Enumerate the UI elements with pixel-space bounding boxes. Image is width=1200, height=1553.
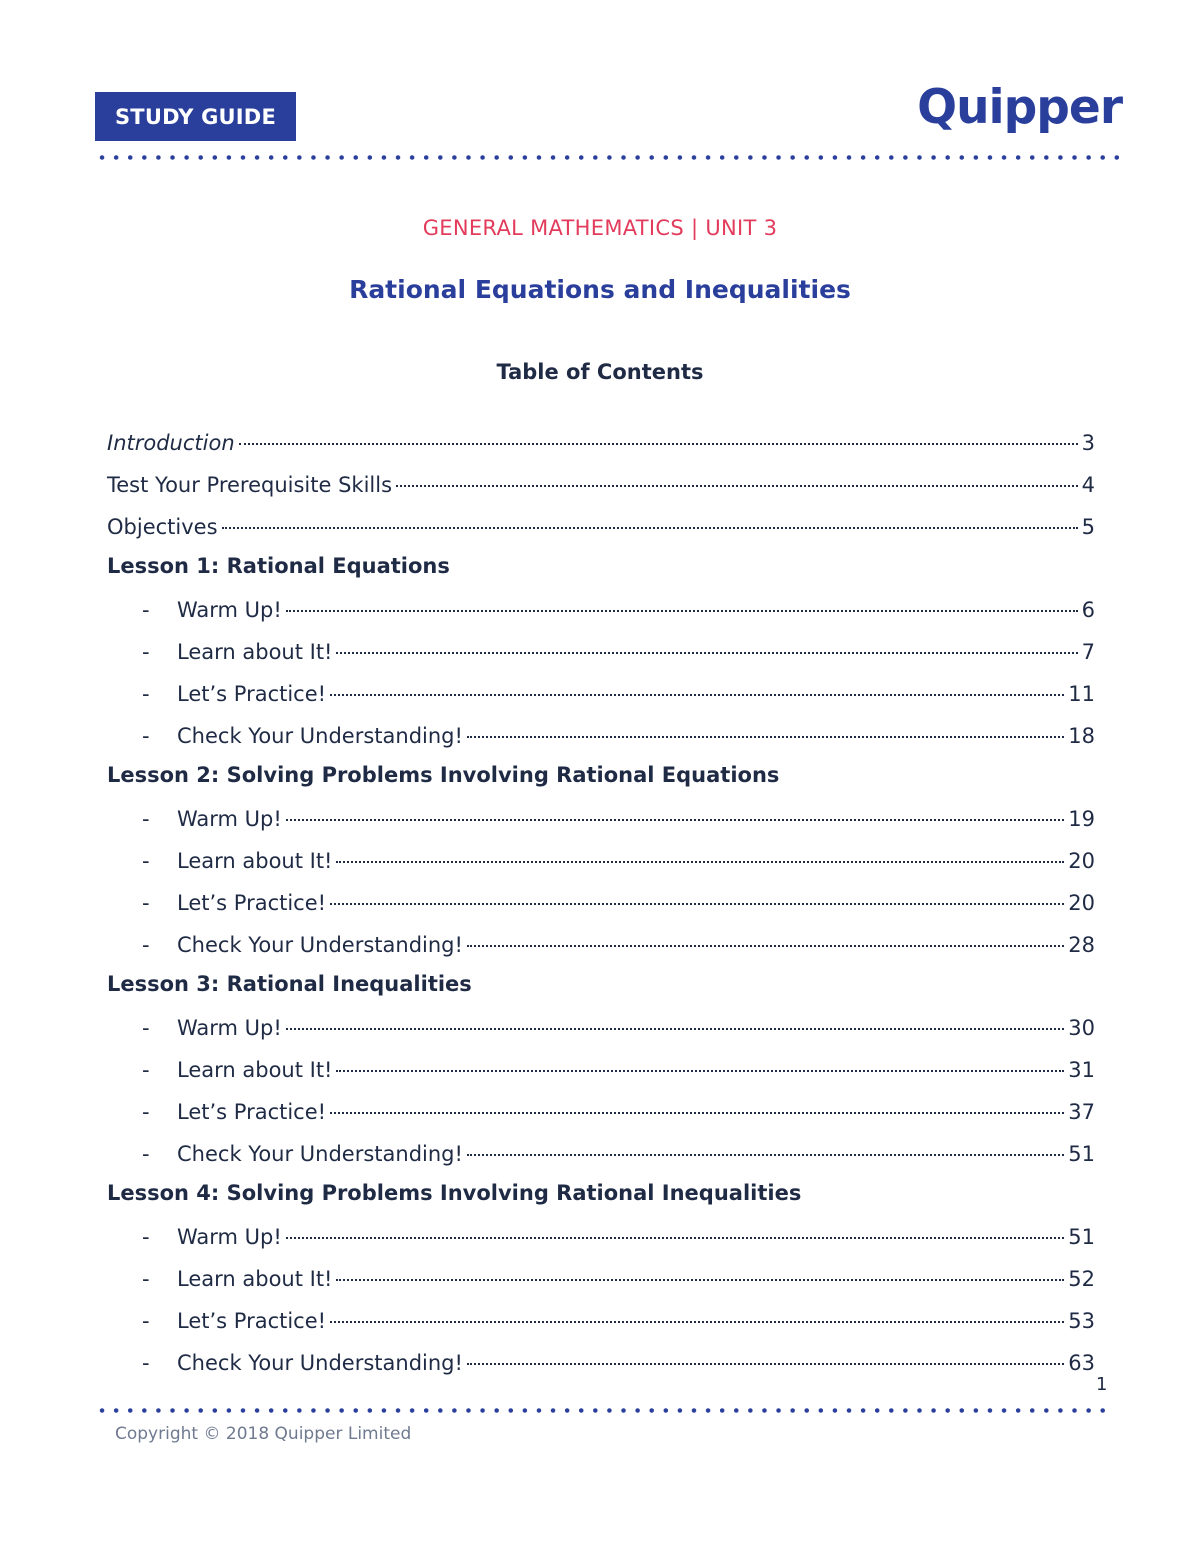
toc-entry-page: 28 (1068, 932, 1095, 957)
dot-leader (467, 1135, 1064, 1156)
page-number: 1 (1096, 1374, 1108, 1395)
toc-entry-lesson-2-warm-up[interactable]: - Warm Up! 19 (107, 805, 1095, 847)
toc-entry-lesson-2-check-understanding[interactable]: - Check Your Understanding! 28 (107, 931, 1095, 973)
dot-leader (239, 424, 1078, 445)
toc-entry-label: Warm Up! (177, 1225, 282, 1250)
study-guide-badge: STUDY GUIDE (95, 92, 296, 141)
toc-entry-lesson-2-lets-practice[interactable]: - Let’s Practice! 20 (107, 889, 1095, 931)
toc-entry-lesson-1-warm-up[interactable]: - Warm Up! 6 (107, 596, 1095, 638)
toc-entry-page: 53 (1068, 1308, 1095, 1333)
toc-entry-lesson-3-lets-practice[interactable]: - Let’s Practice! 37 (107, 1098, 1095, 1140)
toc-lesson-2-heading[interactable] (107, 763, 1095, 805)
toc-entry-lesson-3-learn-about-it[interactable]: - Learn about It! 31 (107, 1056, 1095, 1098)
toc-entry-objectives[interactable] (107, 513, 1095, 555)
toc-entry-page: 7 (1081, 639, 1095, 664)
toc-entry-page: 11 (1068, 681, 1095, 706)
dot-leader (330, 1093, 1064, 1114)
toc-entry-label: Learn about It! (177, 639, 333, 664)
toc-entry-lesson-4-check-understanding[interactable]: - Check Your Understanding! 63 (107, 1349, 1095, 1391)
dot-leader (336, 1260, 1064, 1281)
toc-entry-label: Let’s Practice! (177, 1099, 327, 1124)
toc-entry-label: Learn about It! (177, 1266, 333, 1291)
dot-leader (286, 591, 1078, 612)
lesson-title: Lesson 1: Rational Equations (107, 554, 450, 579)
toc-lesson-4-heading[interactable] (107, 1181, 1095, 1223)
dot-leader (286, 1009, 1064, 1030)
copyright-notice: Copyright © 2018 Quipper Limited (115, 1424, 412, 1444)
toc-entry-page: 51 (1068, 1225, 1095, 1250)
toc-entry-prerequisite-skills[interactable] (107, 471, 1095, 513)
dot-leader (330, 884, 1064, 905)
dot-leader (286, 1218, 1064, 1239)
toc-entry-page: 31 (1068, 1057, 1095, 1082)
toc-entry-label: Warm Up! (177, 1016, 282, 1041)
toc-entry-lesson-2-learn-about-it[interactable]: - Learn about It! 20 (107, 847, 1095, 889)
dot-leader (336, 1051, 1064, 1072)
toc-entry-lesson-1-learn-about-it[interactable]: - Learn about It! 7 (107, 638, 1095, 680)
page-header (0, 0, 1200, 170)
toc-entry-label: Check Your Understanding! (177, 1141, 463, 1166)
toc-entry-page: 20 (1068, 848, 1095, 873)
dot-leader (467, 717, 1064, 738)
toc-entry-lesson-1-lets-practice[interactable]: - Let’s Practice! 11 (107, 680, 1095, 722)
toc-entry-page: 63 (1068, 1350, 1095, 1375)
unit-title: Rational Equations and Inequalities (349, 275, 851, 304)
toc-entry-page: 3 (1081, 431, 1095, 455)
dot-leader (467, 926, 1064, 947)
toc-entry-page: 18 (1068, 723, 1095, 748)
dot-leader (222, 508, 1078, 529)
dot-leader (330, 675, 1064, 696)
toc-lesson-3-heading[interactable] (107, 972, 1095, 1014)
toc-entry-label: Let’s Practice! (177, 890, 327, 915)
toc-entry-introduction[interactable] (107, 429, 1095, 471)
lesson-title: Lesson 3: Rational Inequalities (107, 972, 472, 997)
toc-entry-label: Warm Up! (177, 807, 282, 832)
toc-entry-label: Learn about It! (177, 1057, 333, 1082)
toc-entry-lesson-1-check-understanding[interactable]: - Check Your Understanding! 18 (107, 722, 1095, 764)
toc-entry-lesson-3-check-understanding[interactable]: - Check Your Understanding! 51 (107, 1140, 1095, 1182)
dot-leader (286, 800, 1064, 821)
toc-entry-label: Objectives (107, 514, 218, 539)
toc-entry-label: Let’s Practice! (177, 681, 327, 706)
toc-entry-page: 19 (1068, 807, 1095, 832)
toc-entry-label: Warm Up! (177, 598, 282, 623)
toc-entry-page: 20 (1068, 890, 1095, 915)
toc-entry-label: Test Your Prerequisite Skills (107, 472, 393, 497)
toc-entry-page: 6 (1081, 598, 1095, 623)
toc-entry-label: Check Your Understanding! (177, 1350, 463, 1375)
toc-entry-lesson-4-learn-about-it[interactable]: - Learn about It! 52 (107, 1265, 1095, 1307)
quipper-logo: Quipper (917, 80, 1122, 135)
toc-entry-label: Check Your Understanding! (177, 932, 463, 957)
toc-entry-lesson-4-lets-practice[interactable]: - Let’s Practice! 53 (107, 1307, 1095, 1349)
lesson-title: Lesson 2: Solving Problems Involving Rational Equations (107, 763, 780, 788)
toc-entry-page: 5 (1081, 514, 1095, 539)
header-dotted-divider (95, 155, 1125, 160)
toc-entry-page: 4 (1081, 472, 1095, 497)
toc-entry-page: 51 (1068, 1141, 1095, 1166)
toc-entry-page: 37 (1068, 1099, 1095, 1124)
subject-heading: GENERAL MATHEMATICS | UNIT 3 (422, 216, 778, 240)
footer-dotted-divider (95, 1408, 1110, 1413)
toc-lesson-1-heading[interactable] (107, 554, 1095, 596)
toc-entry-lesson-3-warm-up[interactable]: - Warm Up! 30 (107, 1014, 1095, 1056)
toc-entry-label: Introduction (107, 431, 235, 455)
dot-leader (330, 1302, 1064, 1323)
table-of-contents (107, 429, 1095, 1390)
toc-entry-label: Learn about It! (177, 848, 333, 873)
toc-heading: Table of Contents (496, 360, 704, 384)
toc-entry-label: Check Your Understanding! (177, 723, 463, 748)
dot-leader (336, 842, 1064, 863)
dot-leader (396, 466, 1078, 487)
toc-entry-lesson-4-warm-up[interactable]: - Warm Up! 51 (107, 1223, 1095, 1265)
dot-leader (336, 633, 1077, 654)
toc-entry-page: 30 (1068, 1016, 1095, 1041)
dot-leader (467, 1344, 1064, 1365)
toc-entry-label: Let’s Practice! (177, 1308, 327, 1333)
toc-entry-page: 52 (1068, 1266, 1095, 1291)
lesson-title: Lesson 4: Solving Problems Involving Rational Inequalities (107, 1181, 802, 1206)
